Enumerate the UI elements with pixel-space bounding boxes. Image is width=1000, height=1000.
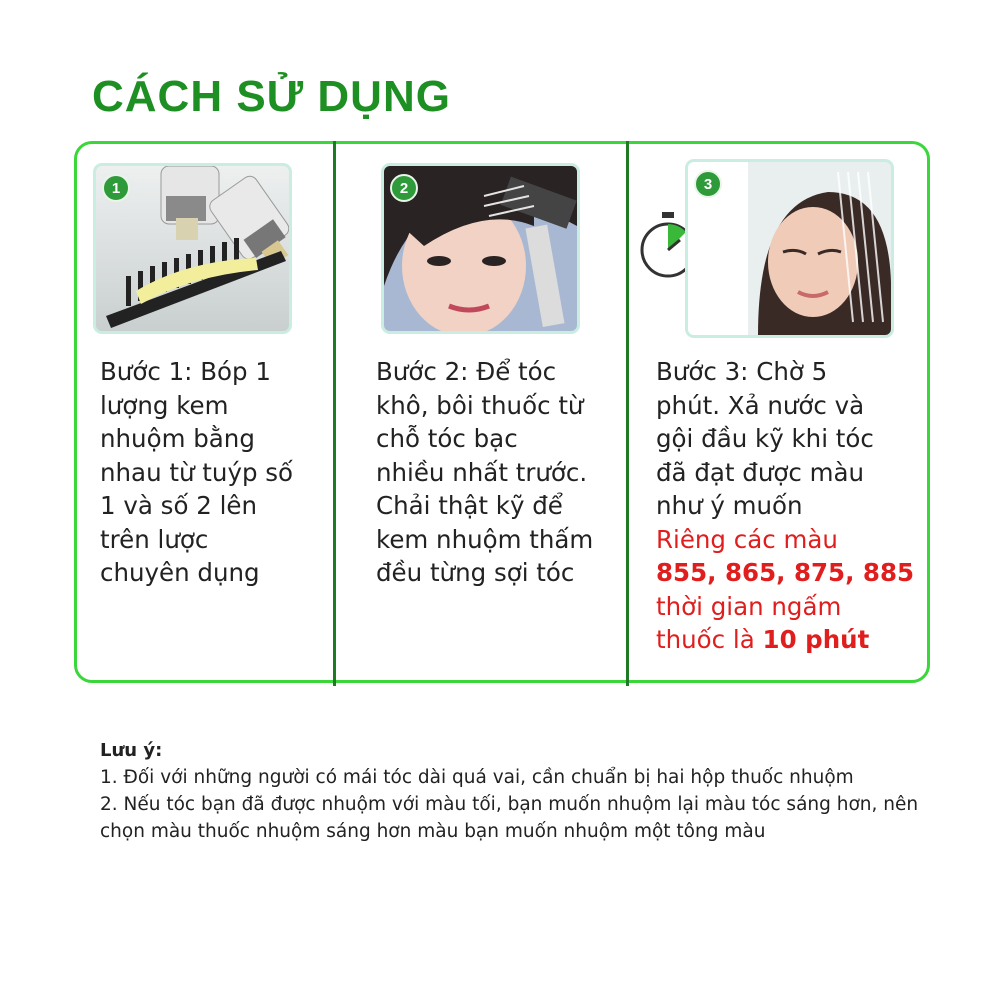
step-number-badge: 3 [694,170,722,198]
step-3-note-colors: 855, 865, 875, 885 [656,558,915,587]
hair-dye-tubes-and-comb-photo [96,166,289,331]
step-3-note-line1: Riêng các màu [656,524,838,554]
note-section [100,737,920,845]
step-2-text: Bước 2: Để tóc khô, bôi thuốc từ chỗ tóc bạc nhiều nhất trước. Chải thật kỹ để kem nhuộm thấm đều từng sợi tóc [376,357,594,587]
step-3-note-line4 [656,625,869,654]
woman-combing-hair-photo [384,166,577,331]
step-3-note-prefix: thuốc là [656,625,763,654]
step-number-badge: 2 [390,174,418,202]
note-item-1: 1. Đối với những người có mái tóc dài quá vai, cần chuẩn bị hai hộp thuốc nhuộm [100,767,854,788]
step-3-note-line3: thời gian ngấm [656,591,842,621]
note-title: Lưu ý: [100,740,163,761]
column-divider [333,141,336,686]
woman-rinsing-hair-photo [688,162,891,335]
note-item-2: 2. Nếu tóc bạn đã được nhuộm với màu tối, bạn muốn nhuộm lại màu tóc sáng hơn, nên chọn màu thuốc nhuộm sáng hơn màu bạn muốn nhuộm một tông màu [100,794,919,842]
step-number-badge: 1 [102,174,130,202]
page-title: CÁCH SỬ DỤNG [92,72,451,121]
step-3-instructions: Bước 3: Chờ 5 phút. Xả nước và gội đầu kỹ khi tóc đã đạt được màu như ý muốn [656,357,874,520]
step-3-text [656,355,914,657]
column-divider [626,141,629,686]
step-1-text: Bước 1: Bóp 1 lượng kem nhuộm bằng nhau từ tuýp số 1 và số 2 lên trên lược chuyên dụng [100,357,294,587]
step-3-note-time: 10 phút [762,625,870,654]
